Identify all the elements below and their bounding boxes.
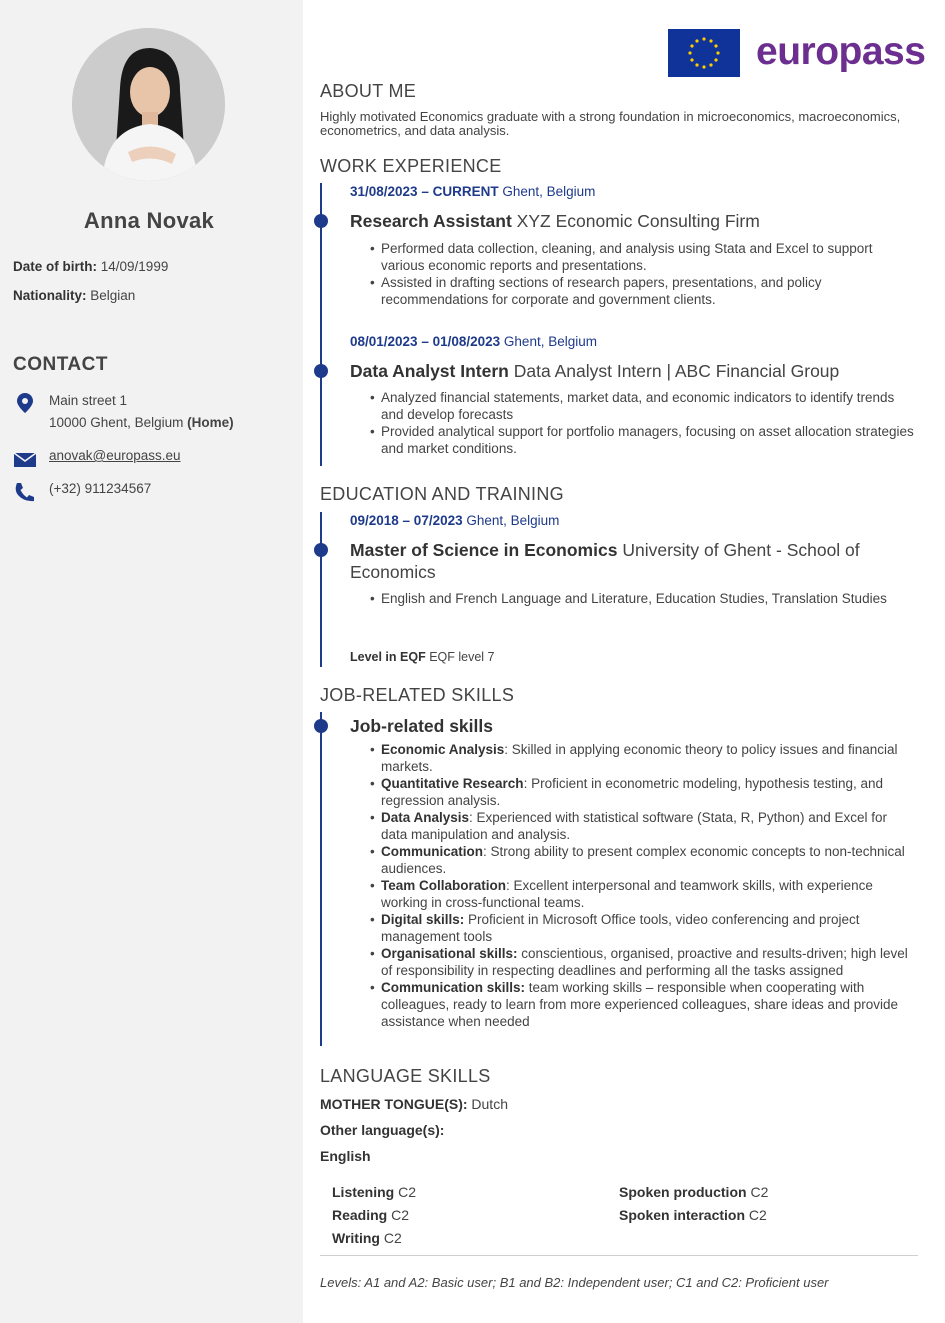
- about-heading: ABOUT ME: [320, 81, 417, 101]
- job-2-date-range: 08/01/2023 – 01/08/2023: [350, 334, 501, 349]
- education-date: [350, 513, 559, 528]
- eqf-level: [350, 650, 495, 664]
- education-title: [350, 539, 910, 583]
- list-item: • Quantitative Research: Proficient in econometric modeling, hypothesis testing, and regression analysis.: [370, 775, 915, 809]
- job-2-employer: Data Analyst Intern | ABC Financial Group: [513, 361, 840, 381]
- levels-note: Levels: A1 and A2: Basic user; B1 and B2: Independent user; C1 and C2: Proficient user: [320, 1275, 829, 1290]
- job-2-location: Ghent, Belgium: [503, 334, 597, 349]
- listening-level: Listening C2: [332, 1184, 417, 1200]
- list-item: • Provided analytical support for portfolio managers, focusing on asset allocation strategies and market conditions.: [370, 423, 915, 457]
- reading-level: Reading C2: [332, 1207, 410, 1223]
- eu-flag-icon: [668, 29, 740, 77]
- list-item: • Communication: Strong ability to present complex economic concepts to non-technical audiences.: [370, 843, 915, 877]
- person-name: Anna Novak: [83, 208, 215, 233]
- writing-level: Writing C2: [332, 1230, 402, 1246]
- job-1-date: [350, 184, 595, 199]
- education-location: Ghent, Belgium: [466, 513, 560, 528]
- timeline-dot: [314, 719, 328, 733]
- skills-subtitle: Job-related skills: [350, 716, 493, 736]
- address-line-2: 10000 Ghent, Belgium (Home): [49, 415, 234, 430]
- education-heading: EDUCATION AND TRAINING: [320, 484, 564, 504]
- list-item: • Organisational skills: conscientious, organised, proactive and results-driven; high level of responsibility in respecting deadlines and performing all the tasks assigned: [370, 945, 915, 979]
- address-type: (Home): [187, 415, 234, 430]
- education-timeline: [320, 512, 322, 667]
- list-item: • Communication skills: team working skills – responsible when cooperating with colleagues, ready to learn from more experienced colleagues, share ideas and provide assistance when needed: [370, 979, 915, 1030]
- languages-heading: LANGUAGE SKILLS: [320, 1066, 491, 1086]
- sidebar: [0, 0, 303, 1323]
- education-bullets: [370, 590, 915, 607]
- timeline-dot: [314, 214, 328, 228]
- eqf-label: Level in EQF: [350, 650, 426, 664]
- nationality-label: Nationality:: [13, 288, 87, 303]
- list-item: • Analyzed financial statements, market data, and economic indicators to identify trends and develop forecasts: [370, 389, 915, 423]
- list-item: • Assisted in drafting sections of research papers, presentations, and policy recommendations for corporate and government clients.: [370, 274, 915, 308]
- mother-tongue-label: MOTHER TONGUE(S):: [320, 1096, 468, 1112]
- location-pin-icon: [12, 392, 38, 414]
- skills-heading: JOB-RELATED SKILLS: [320, 685, 515, 705]
- contact-heading: CONTACT: [13, 354, 108, 375]
- about-text: Highly motivated Economics graduate with a strong foundation in microeconomics, macroeconomics, econometrics, and data analysis.: [320, 109, 901, 138]
- person-portrait-icon: [72, 28, 225, 181]
- education-degree: Master of Science in Economics: [350, 540, 618, 560]
- job-1-position: Research Assistant: [350, 211, 512, 231]
- education-institution: University of Ghent - School of Economics: [350, 540, 860, 582]
- job-1-employer: XYZ Economic Consulting Firm: [516, 211, 760, 231]
- job-1-location: Ghent, Belgium: [502, 184, 596, 199]
- job-1-date-range: 31/08/2023 – CURRENT: [350, 184, 499, 199]
- address: [49, 390, 234, 434]
- list-item: • Economic Analysis: Skilled in applying economic theory to policy issues and financial markets.: [370, 741, 915, 775]
- nationality-value: Belgian: [90, 288, 136, 303]
- email-link[interactable]: [49, 445, 181, 467]
- job-2-date: [350, 334, 597, 349]
- timeline-dot: [314, 543, 328, 557]
- work-heading: WORK EXPERIENCE: [320, 156, 502, 176]
- eqf-value: EQF level 7: [429, 650, 495, 664]
- list-item: • English and French Language and Literature, Education Studies, Translation Studies: [370, 590, 915, 607]
- europass-logo: europass: [756, 30, 926, 73]
- list-item: • Performed data collection, cleaning, and analysis using Stata and Excel to support various economic reports and presentations.: [370, 240, 915, 274]
- skills-timeline: [320, 712, 322, 1046]
- list-item: • Data Analysis: Experienced with statistical software (Stata, R, Python) and Excel for data manipulation and analysis.: [370, 809, 915, 843]
- list-item: • Team Collaboration: Excellent interpersonal and teamwork skills, with experience working in cross-functional teams.: [370, 877, 915, 911]
- mother-tongue-value: Dutch: [471, 1096, 508, 1112]
- job-1-title: [350, 210, 910, 232]
- spoken-interaction-level: Spoken interaction C2: [619, 1207, 767, 1223]
- phone-icon: [12, 481, 38, 503]
- timeline-dot: [314, 364, 328, 378]
- education-date-range: 09/2018 – 07/2023: [350, 513, 463, 528]
- address-line-1: Main street 1: [49, 393, 128, 408]
- email-address[interactable]: anovak@europass.eu: [49, 448, 181, 463]
- job-2-bullets: [370, 389, 915, 457]
- phone-number: (+32) 911234567: [49, 481, 152, 496]
- dob-value: 14/09/1999: [100, 259, 169, 274]
- mother-tongue: [320, 1096, 508, 1112]
- job-2-title: [350, 360, 910, 382]
- language-name: English: [320, 1148, 371, 1164]
- job-2-position: Data Analyst Intern: [350, 361, 509, 381]
- job-1-bullets: [370, 240, 915, 308]
- avatar: [72, 28, 225, 181]
- dob-label: Date of birth:: [13, 259, 97, 274]
- other-languages-label: Other language(s):: [320, 1122, 445, 1138]
- list-item: • Digital skills: Proficient in Microsoft Office tools, video conferencing and project management tools: [370, 911, 915, 945]
- spoken-production-level: Spoken production C2: [619, 1184, 769, 1200]
- envelope-icon: [12, 449, 38, 471]
- skills-list: [370, 741, 915, 1030]
- date-of-birth: [13, 259, 168, 274]
- nationality: [13, 288, 135, 303]
- divider: [320, 1255, 918, 1256]
